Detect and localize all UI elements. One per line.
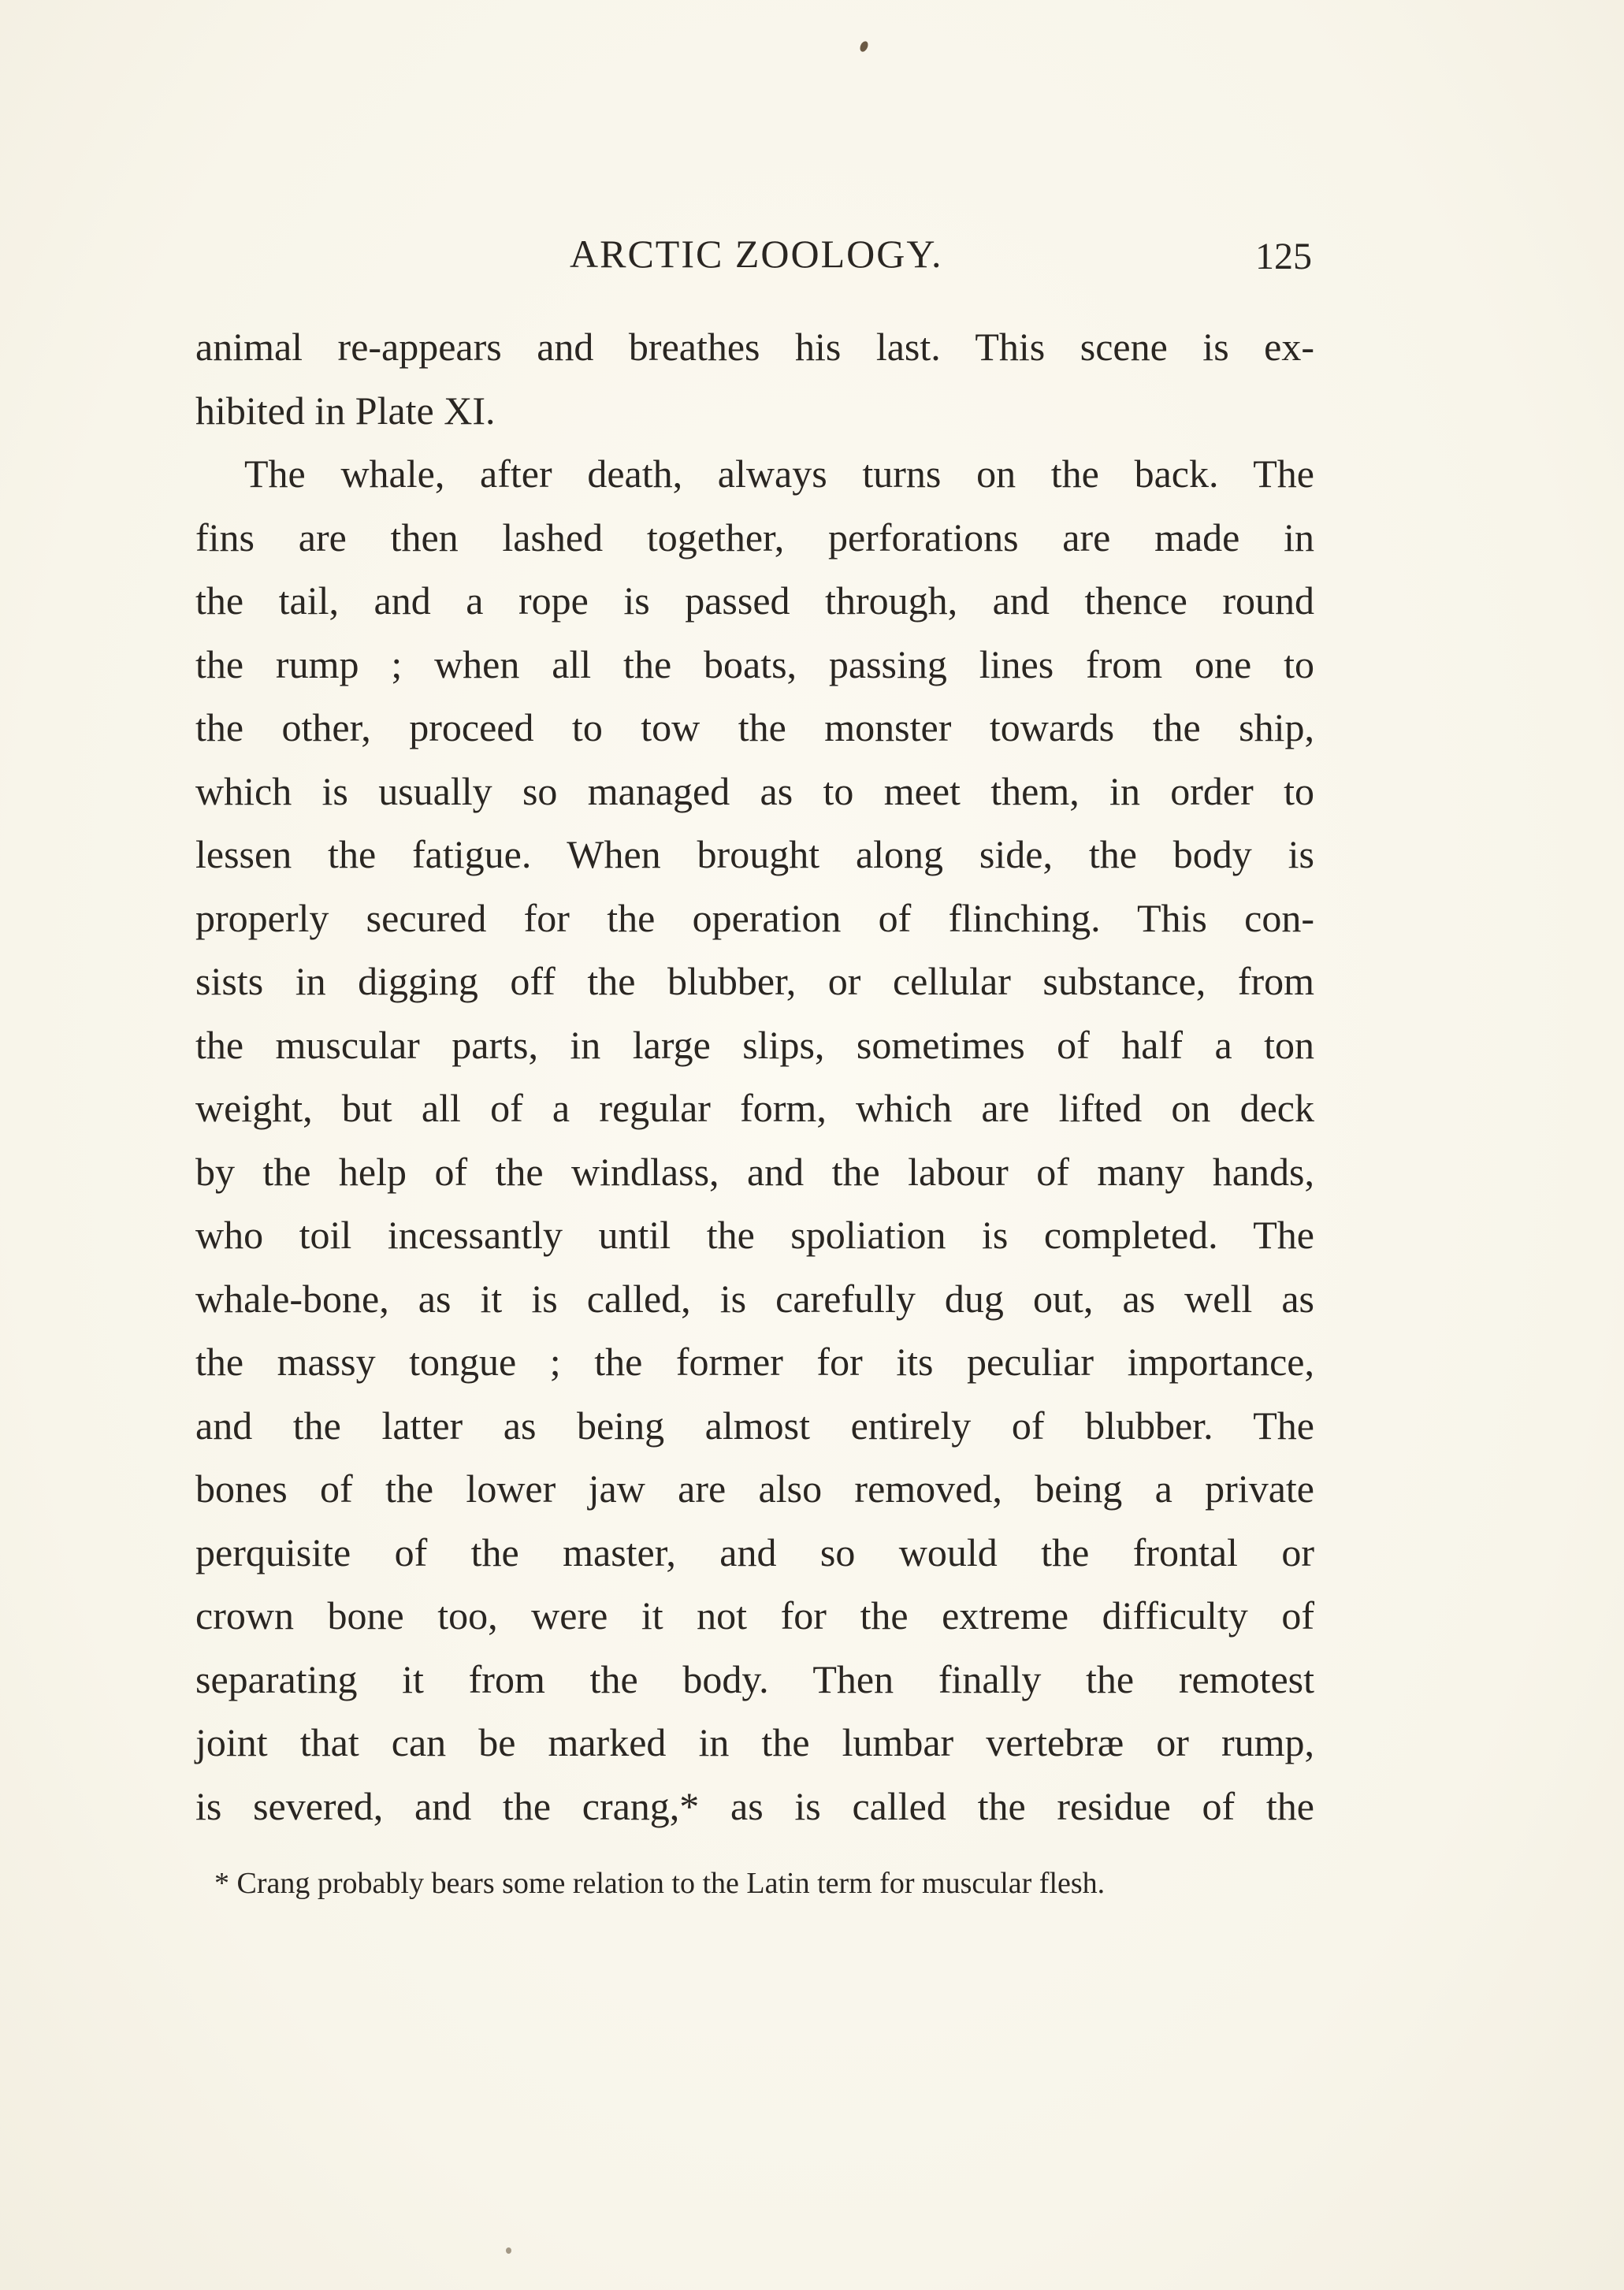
text-line: which is usually so managed as to meet them, in order to — [195, 768, 1314, 813]
text-line: the rump ; when all the boats, passing lines from one to — [195, 641, 1314, 686]
text-line: whale-bone, as it is called, is carefully dug out, as well as — [195, 1276, 1314, 1321]
ink-speck — [506, 2247, 511, 2254]
footnote: * Crang probably bears some relation to the Latin term for muscular flesh. — [214, 1867, 1106, 1900]
text-line: is severed, and the crang,* as is called the residue of the — [195, 1783, 1314, 1828]
page-header — [197, 230, 1312, 277]
text-line: weight, but all of a regular form, which are lifted on deck — [195, 1086, 1314, 1130]
text-line: hibited in Plate XI. — [195, 388, 496, 433]
text-line: fins are then lashed together, perforations are made in — [195, 515, 1314, 559]
text-line: separating it from the body. Then finally the remotest — [195, 1656, 1314, 1701]
text-line: sists in digging off the blubber, or cellular substance, from — [195, 959, 1314, 1003]
text-line: crown bone too, were it not for the extreme difficulty of — [195, 1593, 1314, 1638]
page-number: 125 — [1255, 236, 1312, 277]
text-line: by the help of the windlass, and the labour of many hands, — [195, 1149, 1314, 1194]
text-line: the tail, and a rope is passed through, and thence round — [195, 578, 1314, 623]
running-head: ARCTIC ZOOLOGY. — [570, 232, 943, 276]
text-line: properly secured for the operation of flinching. This con- — [195, 895, 1314, 940]
text-line: and the latter as being almost entirely of blubber. The — [195, 1403, 1314, 1448]
text-line: joint that can be marked in the lumbar vertebræ or rump, — [195, 1720, 1314, 1764]
text-line: The whale, after death, always turns on the back. The — [244, 452, 1314, 496]
text-line: who toil incessantly until the spoliation is completed. The — [195, 1213, 1314, 1257]
text-line: perquisite of the master, and so would the frontal or — [195, 1530, 1314, 1574]
text-line: the massy tongue ; the former for its peculiar importance, — [195, 1340, 1314, 1384]
text-line: lessen the fatigue. When brought along side, the body is — [195, 832, 1314, 876]
text-line: animal re-appears and breathes his last. This scene is ex- — [195, 325, 1314, 369]
text-line: bones of the lower jaw are also removed, being a private — [195, 1467, 1314, 1511]
body-text — [195, 315, 1314, 1838]
text-line: the other, proceed to tow the monster towards the ship, — [195, 705, 1314, 749]
ink-speck — [858, 40, 869, 53]
text-line: the muscular parts, in large slips, sometimes of half a ton — [195, 1022, 1314, 1067]
